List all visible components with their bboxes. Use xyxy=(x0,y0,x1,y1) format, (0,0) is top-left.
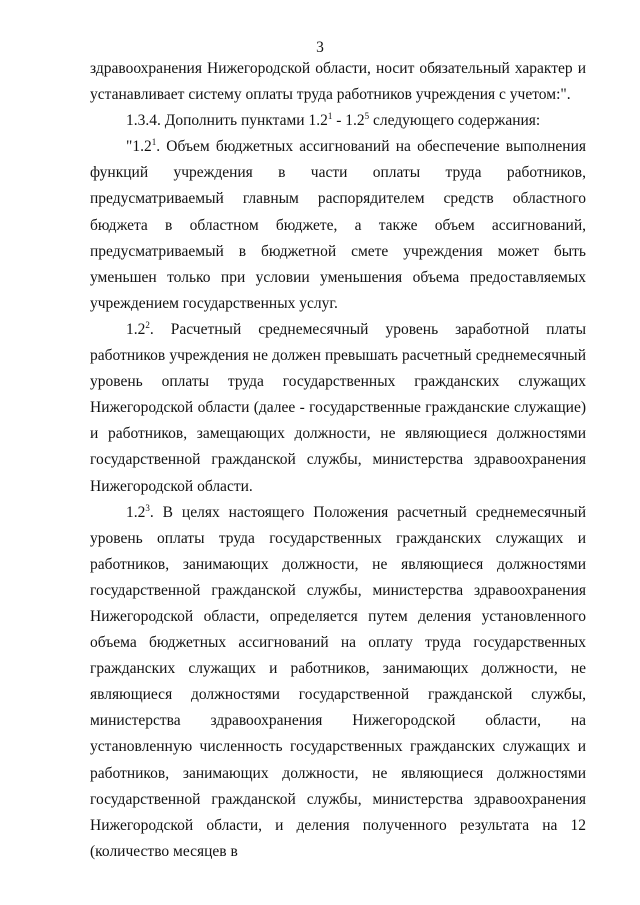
paragraph-1-2-3 xyxy=(90,500,586,865)
page-number: 3 xyxy=(316,39,324,56)
clause-text: . В целях настоящего Положения расчетный среднемесячный уровень оплаты труда государственных гражданских служащих и работников, занимающих должности, не являющиеся должностями государственной гражданской службы, министерства здравоохранения Нижегородской области, определяется путем деления установленного объема бюджетных ассигнований на оплату труда государственных гражданских служащих и работников, занимающих должности, не являющиеся должностями государственной гражданской службы, министерства здравоохранения Нижегородской области, на установленную численность государственных гражданских служащих и работников, занимающих должности, не являющиеся должностями государственной гражданской службы, министерства здравоохранения Нижегородской области, и деления полученного результата на 12 (количество месяцев в xyxy=(90,503,586,860)
paragraph-1-3-4 xyxy=(90,108,586,134)
paragraph-1-2-2 xyxy=(90,317,586,500)
clause-text: . Расчетный среднемесячный уровень заработной платы работников учреждения не должен превышать расчетный среднемесячный уровень оплаты труда государственных гражданских служащих Нижегородской области (далее - государственные гражданские служащие) и работников, замещающих должности, не являющиеся должностями государственной гражданской службы, министерства здравоохранения Нижегородской области. xyxy=(90,320,586,495)
paragraph-1-3-4-text: 1.3.4. Дополнить пунктами 1.2 xyxy=(126,112,328,130)
paragraph-1-2-1 xyxy=(90,134,586,317)
document-body xyxy=(90,56,586,865)
paragraph-1-3-4-text: - 1.2 xyxy=(332,112,365,130)
superscript: 1 xyxy=(327,111,333,122)
paragraph-1-3-4-text: следующего содержания: xyxy=(369,112,541,130)
superscript: 1 xyxy=(151,137,157,148)
clause-number: 1.2 xyxy=(126,503,146,521)
superscript: 5 xyxy=(364,111,370,122)
superscript: 3 xyxy=(145,502,150,513)
clause-text: . Объем бюджетных ассигнований на обеспечение выполнения функций учреждения в части оплаты труда работников, предусматриваемый главным распорядителем средств областного бюджета в областном бюджете, а также объем ассигнований, предусматриваемый в бюджетной смете учреждения может быть уменьшен только при условии уменьшения объема предоставляемых учреждением государственных услуг. xyxy=(90,138,586,312)
clause-number: 1.2 xyxy=(126,320,146,338)
clause-number: "1.2 xyxy=(126,138,152,156)
superscript: 2 xyxy=(145,319,150,330)
paragraph-continuation: здравоохранения Нижегородской области, носит обязательный характер и устанавливает систему оплаты труда работников учреждения с учетом:". xyxy=(90,60,586,104)
